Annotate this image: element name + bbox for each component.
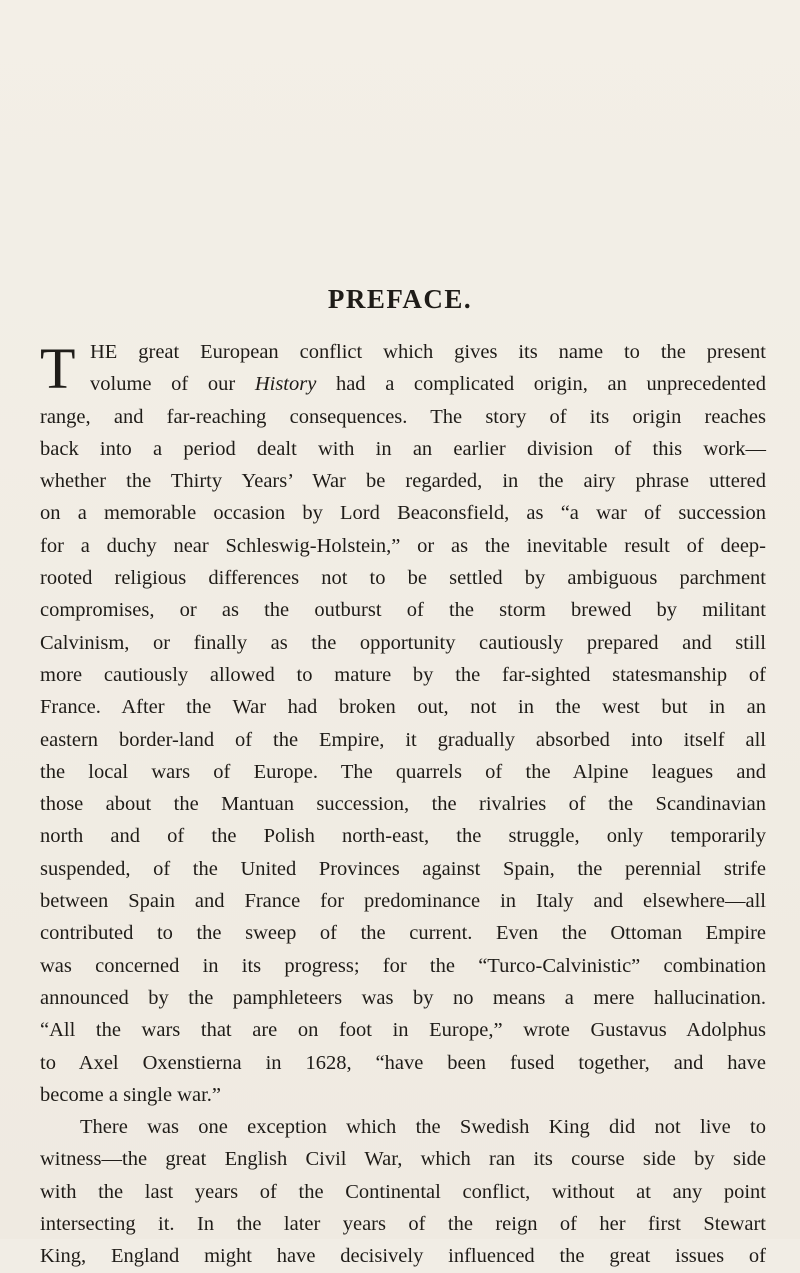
text-line: was concerned in its progress; for the “Turco-Calvinistic” combination [40, 954, 766, 977]
text-line: HE great European conflict which gives its name to the present [90, 341, 766, 363]
text-line: volume of our History had a complicated origin, an unprecedented [90, 373, 766, 396]
text-line: those about the Mantuan succession, the rivalries of the Scandinavian [40, 793, 766, 816]
text-line: intersecting it. In the later years of the reign of her first Stewart [40, 1213, 766, 1236]
text-line: for a duchy near Schleswig-Holstein,” or as the inevitable result of deep- [40, 534, 766, 557]
preface-text [40, 336, 766, 1273]
text-line: range, and far-reaching consequences. The story of its origin reaches [40, 405, 766, 428]
text-line: contributed to the sweep of the current. Even the Ottoman Empire [40, 922, 766, 945]
text-line: on a memorable occasion by Lord Beaconsfield, as “a war of succession [40, 502, 766, 525]
text-line: become a single war.” [40, 1083, 222, 1106]
text-line: King, England might have decisively influenced the great issues of [40, 1245, 766, 1268]
text-line: There was one exception which the Swedish King did not live to [80, 1116, 766, 1139]
page-title: PREFACE. [327, 284, 473, 314]
text-line: north and of the Polish north-east, the struggle, only temporarily [40, 825, 766, 848]
text-line: witness—the great English Civil War, which ran its course side by side [40, 1148, 766, 1171]
text-line: eastern border-land of the Empire, it gradually absorbed into itself all [40, 728, 766, 751]
text-line: compromises, or as the outburst of the storm brewed by militant [40, 599, 766, 622]
text-line: with the last years of the Continental conflict, without at any point [40, 1180, 766, 1203]
text-line: more cautiously allowed to mature by the far-sighted statesmanship of [40, 663, 766, 686]
text-line: suspended, of the United Provinces against Spain, the perennial strife [40, 857, 766, 880]
text-line: rooted religious differences not to be settled by ambiguous parchment [40, 567, 766, 590]
text-line: the local wars of Europe. The quarrels of the Alpine leagues and [40, 760, 766, 783]
text-line: Calvinism, or finally as the opportunity cautiously prepared and still [40, 631, 766, 654]
text-line: whether the Thirty Years’ War be regarded, in the airy phrase uttered [40, 470, 766, 493]
drop-cap: T [40, 336, 76, 401]
text-line: to Axel Oxenstierna in 1628, “have been fused together, and have [40, 1051, 766, 1074]
text-line: announced by the pamphleteers was by no means a mere hallucination. [40, 986, 766, 1009]
text-line: France. After the War had broken out, not in the west but in an [40, 696, 766, 719]
text-line: back into a period dealt with in an earlier division of this work— [40, 437, 766, 460]
italic-title: History [254, 373, 317, 396]
text-line: “All the wars that are on foot in Europe,” wrote Gustavus Adolphus [40, 1019, 766, 1042]
text-line: between Spain and France for predominance in Italy and elsewhere—all [40, 890, 766, 913]
